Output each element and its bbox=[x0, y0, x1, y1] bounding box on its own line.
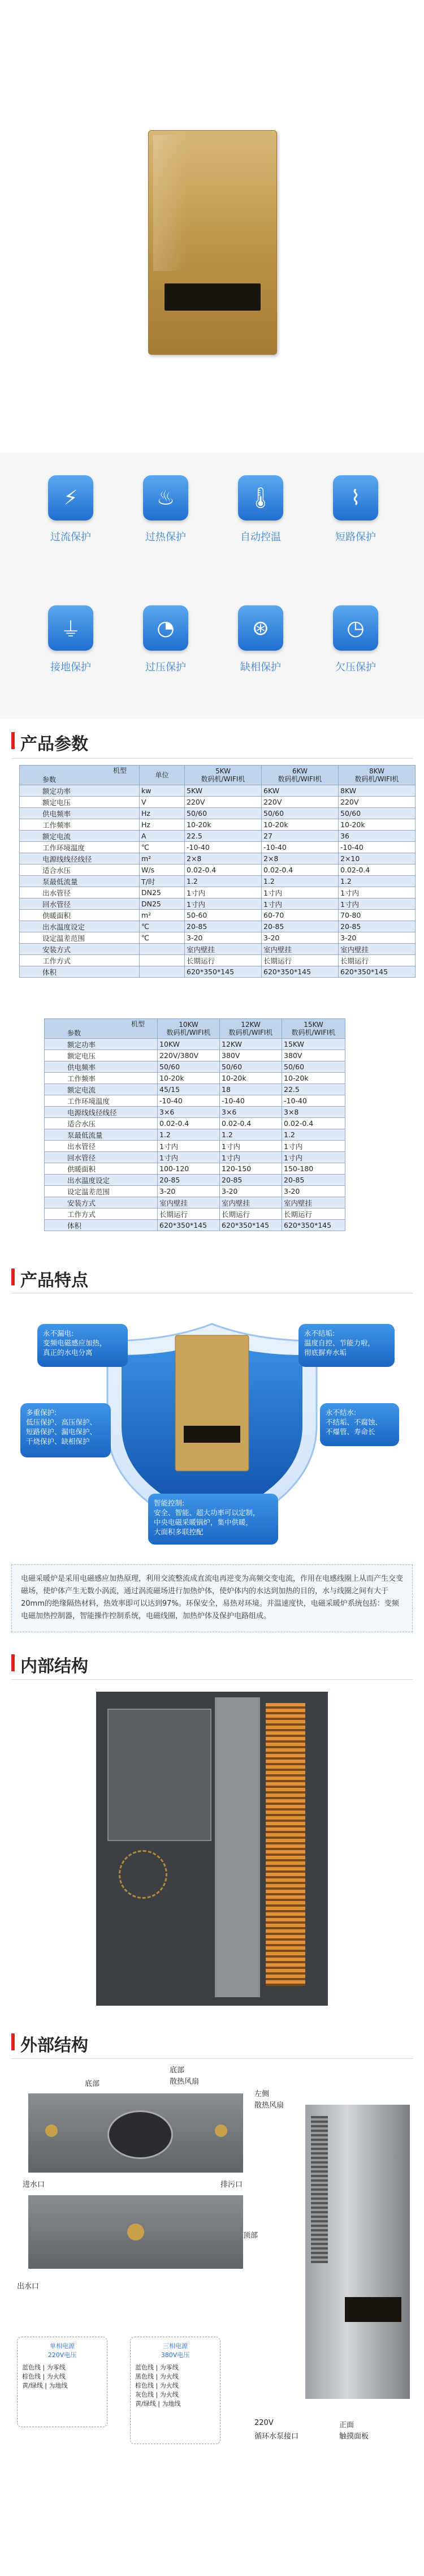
table-cell bbox=[140, 944, 185, 955]
table-row bbox=[45, 1163, 345, 1175]
bottom-view-photo bbox=[28, 2093, 243, 2173]
table-row bbox=[20, 808, 416, 819]
table-cell: ℃ bbox=[140, 921, 185, 932]
table-cell: 0.02-0.4 bbox=[282, 1118, 345, 1129]
table-row bbox=[45, 1084, 345, 1095]
table-cell: 10-20k bbox=[339, 819, 416, 831]
wiring-title: 三相电源 380V电压 bbox=[161, 2342, 190, 2359]
table-row bbox=[20, 819, 416, 831]
ground-icon: ⏚ bbox=[48, 605, 93, 651]
table-row bbox=[45, 1209, 345, 1220]
table-cell: 1.2 bbox=[339, 876, 416, 887]
table-cell: 1.2 bbox=[185, 876, 262, 887]
feature-bubble-smart-control bbox=[148, 1494, 278, 1545]
table-row bbox=[20, 944, 416, 955]
label-bottom: 底部 bbox=[85, 2080, 100, 2088]
table-cell: 10-20k bbox=[282, 1073, 345, 1084]
wiring-line: 黄/绿线 | 为地线 bbox=[135, 2400, 181, 2407]
table-cell: 3×6 bbox=[158, 1107, 220, 1118]
table-cell: 2×8 bbox=[262, 853, 339, 865]
table-cell: A bbox=[140, 831, 185, 842]
table-row bbox=[20, 898, 416, 910]
model-header: 6KW 数码机/WIFI机 bbox=[262, 766, 339, 785]
table-row bbox=[45, 1141, 345, 1152]
section-title: 产品参数 bbox=[20, 734, 88, 754]
table-cell: 泵最低流量 bbox=[45, 1129, 158, 1141]
corner-top: 机型 bbox=[113, 767, 127, 775]
table-cell: 供暖面积 bbox=[45, 1163, 158, 1175]
table-row bbox=[45, 1050, 345, 1061]
table-cell: DN25 bbox=[140, 887, 185, 898]
heating-coil bbox=[266, 1703, 305, 1986]
table-cell: 50-60 bbox=[185, 910, 262, 921]
table-cell: 长期运行 bbox=[158, 1209, 220, 1220]
table-row bbox=[20, 853, 416, 865]
table-cell: 70-80 bbox=[339, 910, 416, 921]
coil-ring bbox=[119, 1850, 167, 1899]
table-cell: 额定功率 bbox=[20, 785, 140, 797]
table-cell: 1.2 bbox=[158, 1129, 220, 1141]
wiring-lines bbox=[135, 2363, 215, 2409]
heater-shine bbox=[153, 135, 187, 271]
section-accent-bar bbox=[11, 1268, 15, 1285]
table-cell: 3-20 bbox=[158, 1186, 220, 1197]
table-cell: 工作方式 bbox=[20, 955, 140, 966]
table-cell: 1寸内 bbox=[220, 1152, 282, 1163]
table-cell: W/s bbox=[140, 865, 185, 876]
corner-cell bbox=[45, 1019, 158, 1039]
side-vent bbox=[311, 2116, 328, 2263]
table-cell: 20-85 bbox=[220, 1175, 282, 1186]
table-cell: 620*350*145 bbox=[339, 966, 416, 978]
section-accent-bar bbox=[11, 2033, 15, 2050]
protection-label: 过热保护 bbox=[145, 531, 186, 543]
table-cell: 50/60 bbox=[220, 1061, 282, 1073]
table-row bbox=[45, 1175, 345, 1186]
model-header: 10KW 数码机/WIFI机 bbox=[158, 1019, 220, 1039]
table-row bbox=[20, 921, 416, 932]
label-outlet: 出水口 bbox=[17, 2282, 40, 2291]
wiring-line: 灰色线 | 为火线 bbox=[135, 2391, 179, 2398]
table-row bbox=[45, 1197, 345, 1209]
table-cell: 10KW bbox=[158, 1039, 220, 1050]
table-cell: 出水温度设定 bbox=[20, 921, 140, 932]
table-cell: 长期运行 bbox=[282, 1209, 345, 1220]
table-cell: 体积 bbox=[20, 966, 140, 978]
table-cell: 1寸内 bbox=[262, 898, 339, 910]
table-cell: 工作频率 bbox=[20, 819, 140, 831]
table-cell: 620*350*145 bbox=[282, 1220, 345, 1231]
table-cell: 20-85 bbox=[185, 921, 262, 932]
table-cell: 适合水压 bbox=[45, 1118, 158, 1129]
table-cell: 工作频率 bbox=[45, 1073, 158, 1084]
table-row bbox=[45, 1118, 345, 1129]
label-power: 220V bbox=[254, 2419, 274, 2427]
table-row bbox=[20, 955, 416, 966]
table-cell: 620*350*145 bbox=[262, 966, 339, 978]
outlet-pipe bbox=[127, 2224, 144, 2240]
table-row bbox=[45, 1152, 345, 1163]
table-cell: 20-85 bbox=[282, 1175, 345, 1186]
table-cell: 8KW bbox=[339, 785, 416, 797]
protection-label: 欠压保护 bbox=[335, 661, 376, 673]
table-cell: 额定电流 bbox=[45, 1084, 158, 1095]
corner-top: 机型 bbox=[131, 1020, 145, 1028]
side-view-photo bbox=[305, 2105, 410, 2399]
feature-bubble-no-freeze bbox=[320, 1403, 399, 1446]
table-cell: m² bbox=[140, 910, 185, 921]
table-cell: 设定温差范围 bbox=[45, 1186, 158, 1197]
section-divider bbox=[11, 2058, 413, 2059]
label-front: 正面 bbox=[339, 2421, 354, 2429]
table-cell: 50/60 bbox=[185, 808, 262, 819]
table-cell: 220V bbox=[262, 797, 339, 808]
label-touch: 触摸面板 bbox=[339, 2432, 369, 2441]
table-cell: 工作方式 bbox=[45, 1209, 158, 1220]
table-cell: 620*350*145 bbox=[185, 966, 262, 978]
table-row bbox=[20, 887, 416, 898]
table-cell: 额定电流 bbox=[20, 831, 140, 842]
table-cell: 1寸内 bbox=[185, 898, 262, 910]
table-cell: 1.2 bbox=[282, 1129, 345, 1141]
table-cell: 室内壁挂 bbox=[185, 944, 262, 955]
table-cell: 1寸内 bbox=[158, 1152, 220, 1163]
table-cell: 36 bbox=[339, 831, 416, 842]
label-left-fan: 散热风扇 bbox=[254, 2101, 284, 2110]
protection-label: 短路保护 bbox=[335, 531, 376, 543]
table-cell: 50/60 bbox=[262, 808, 339, 819]
table-cell: 长期运行 bbox=[185, 955, 262, 966]
table-cell: 22.5 bbox=[185, 831, 262, 842]
table-row bbox=[45, 1073, 345, 1084]
table-cell: 3-20 bbox=[339, 932, 416, 944]
table-row bbox=[20, 842, 416, 853]
protection-label: 过流保护 bbox=[50, 531, 91, 543]
table-cell: ℃ bbox=[140, 932, 185, 944]
table-cell: 出水管径 bbox=[20, 887, 140, 898]
table-cell: 0.02-0.4 bbox=[185, 865, 262, 876]
feature-text: 永不结垢: 温度自控、节能力啦， 彻底摒弃水垢 bbox=[304, 1329, 375, 1357]
table-row bbox=[20, 876, 416, 887]
table-cell: -10-40 bbox=[282, 1095, 345, 1107]
hero-section bbox=[0, 0, 424, 453]
wiring-line: 黄/绿线 | 为地线 bbox=[22, 2382, 68, 2389]
wiring-lines bbox=[22, 2363, 102, 2390]
table-row bbox=[45, 1061, 345, 1073]
table-row bbox=[20, 831, 416, 842]
table-cell: 3-20 bbox=[185, 932, 262, 944]
table-cell: 回水管径 bbox=[45, 1152, 158, 1163]
table-cell: 3×8 bbox=[282, 1107, 345, 1118]
table-cell: 工作环境温度 bbox=[45, 1095, 158, 1107]
table-cell: 2×8 bbox=[185, 853, 262, 865]
heater-display-panel bbox=[165, 283, 261, 311]
table-cell: 100-120 bbox=[158, 1163, 220, 1175]
protection-label: 缺相保护 bbox=[240, 661, 281, 673]
table-cell: 室内壁挂 bbox=[262, 944, 339, 955]
table-cell: 20-85 bbox=[339, 921, 416, 932]
section-title: 内部结构 bbox=[20, 1657, 88, 1676]
table-cell: 12KW bbox=[220, 1039, 282, 1050]
table-row bbox=[20, 966, 416, 978]
table-cell: 3×6 bbox=[220, 1107, 282, 1118]
wiring-line: 蓝色线 | 为零线 bbox=[22, 2364, 66, 2371]
table-cell: 额定电压 bbox=[45, 1050, 158, 1061]
feature-text: 永不结水: 不结垢、不腐蚀、 不爆管、寿命长 bbox=[326, 1408, 383, 1436]
table-cell: 120-150 bbox=[220, 1163, 282, 1175]
interior-photo bbox=[96, 1692, 328, 2006]
table-row bbox=[20, 932, 416, 944]
wiring-line: 棕色线 | 为火线 bbox=[135, 2382, 179, 2389]
table-row bbox=[20, 797, 416, 808]
table-cell: -10-40 bbox=[185, 842, 262, 853]
table-cell: 50/60 bbox=[282, 1061, 345, 1073]
table-cell: 适合水压 bbox=[20, 865, 140, 876]
table-row bbox=[45, 1095, 345, 1107]
table-cell: -10-40 bbox=[158, 1095, 220, 1107]
table-cell: 22.5 bbox=[282, 1084, 345, 1095]
single-phase-wiring bbox=[17, 2337, 107, 2427]
table-cell: 10-20k bbox=[158, 1073, 220, 1084]
fan-icon bbox=[107, 2110, 173, 2159]
table-cell: 50/60 bbox=[339, 808, 416, 819]
current-icon: ⚡ bbox=[48, 475, 93, 521]
control-board bbox=[107, 1709, 211, 1841]
table-cell: 1寸内 bbox=[185, 887, 262, 898]
table-header-row bbox=[45, 1019, 345, 1039]
table-cell: 1.2 bbox=[262, 876, 339, 887]
table-cell: kw bbox=[140, 785, 185, 797]
table-cell: 50/60 bbox=[158, 1061, 220, 1073]
table-cell: 3-20 bbox=[220, 1186, 282, 1197]
table-cell: 150-180 bbox=[282, 1163, 345, 1175]
table-cell: 45/15 bbox=[158, 1084, 220, 1095]
three-phase-wiring bbox=[130, 2337, 220, 2444]
table-cell: V bbox=[140, 797, 185, 808]
label-top: 顶部 bbox=[243, 2231, 258, 2240]
table-cell: 20-85 bbox=[158, 1175, 220, 1186]
table-cell: 1寸内 bbox=[220, 1141, 282, 1152]
table-cell: 额定功率 bbox=[45, 1039, 158, 1050]
section-title: 外部结构 bbox=[20, 2036, 88, 2055]
table-cell: DN25 bbox=[140, 898, 185, 910]
table-cell: 6KW bbox=[262, 785, 339, 797]
feature-bubble-protection bbox=[20, 1403, 111, 1457]
table-cell: 220V bbox=[339, 797, 416, 808]
table-cell: T/时 bbox=[140, 876, 185, 887]
table-cell: 15KW bbox=[282, 1039, 345, 1050]
spec-table-2 bbox=[44, 1018, 345, 1231]
model-header: 15KW 数码机/WIFI机 bbox=[282, 1019, 345, 1039]
thermometer-icon: 🌡 bbox=[238, 475, 283, 521]
wiring-line: 棕色线 | 为火线 bbox=[22, 2373, 66, 2380]
table-cell: 供暖面积 bbox=[20, 910, 140, 921]
corner-bottom: 参数 bbox=[67, 1029, 81, 1037]
table-cell: 室内壁挂 bbox=[220, 1197, 282, 1209]
label-bottom-2: 底部 bbox=[170, 2066, 185, 2075]
feature-bubble-no-leak bbox=[37, 1324, 128, 1367]
table-row bbox=[45, 1220, 345, 1231]
short-circuit-icon: ⌇ bbox=[333, 475, 378, 521]
model-header: 8KW 数码机/WIFI机 bbox=[339, 766, 416, 785]
section-accent-bar bbox=[11, 732, 15, 749]
table-cell: Hz bbox=[140, 819, 185, 831]
table-row bbox=[45, 1186, 345, 1197]
top-view-photo bbox=[28, 2195, 243, 2269]
table-cell: 泵最低流量 bbox=[20, 876, 140, 887]
table-cell: 电源线线径线径 bbox=[20, 853, 140, 865]
section-divider bbox=[11, 758, 413, 759]
table-cell: Hz bbox=[140, 808, 185, 819]
table-header-row bbox=[20, 766, 416, 785]
table-cell: 1寸内 bbox=[158, 1141, 220, 1152]
protection-label: 过压保护 bbox=[145, 661, 186, 673]
table-cell: 长期运行 bbox=[220, 1209, 282, 1220]
table-cell: 0.02-0.4 bbox=[339, 865, 416, 876]
wiring-title: 单相电源 220V电压 bbox=[47, 2342, 77, 2359]
inlet-pipe bbox=[45, 2125, 58, 2137]
touch-panel bbox=[345, 2297, 401, 2322]
heat-icon: ♨ bbox=[143, 475, 188, 521]
table-cell: 供电频率 bbox=[20, 808, 140, 819]
table-cell: 18 bbox=[220, 1084, 282, 1095]
feature-text: 永不漏电: 变频电磁感应加热， 真正的水电分离 bbox=[43, 1329, 107, 1357]
table-cell: 出水管径 bbox=[45, 1141, 158, 1152]
table-cell: 1寸内 bbox=[339, 898, 416, 910]
feature-text: 多重保护: 低压保护、高压保护、 短路保护、漏电保护、 干烧保护、缺相保护 bbox=[26, 1408, 97, 1446]
protection-label: 接地保护 bbox=[50, 661, 91, 673]
corner-bottom: 参数 bbox=[42, 776, 57, 784]
table-cell: 220V/380V bbox=[158, 1050, 220, 1061]
table-cell: ℃ bbox=[140, 842, 185, 853]
table-cell bbox=[140, 955, 185, 966]
table-cell: 20-85 bbox=[262, 921, 339, 932]
table-cell: 0.02-0.4 bbox=[220, 1118, 282, 1129]
table-cell: 安装方式 bbox=[45, 1197, 158, 1209]
table-cell: 室内壁挂 bbox=[339, 944, 416, 955]
table-cell: 1.2 bbox=[220, 1129, 282, 1141]
corner-cell bbox=[20, 766, 140, 785]
table-row bbox=[20, 910, 416, 921]
table-cell: 380V bbox=[282, 1050, 345, 1061]
model-header: 5KW 数码机/WIFI机 bbox=[185, 766, 262, 785]
table-cell: 620*350*145 bbox=[158, 1220, 220, 1231]
label-left: 左侧 bbox=[254, 2090, 270, 2098]
model-header: 12KW 数码机/WIFI机 bbox=[220, 1019, 282, 1039]
table-cell: 0.02-0.4 bbox=[262, 865, 339, 876]
table-cell: 室内壁挂 bbox=[282, 1197, 345, 1209]
protection-label: 自动控温 bbox=[240, 531, 281, 543]
table-cell: 额定电压 bbox=[20, 797, 140, 808]
table-cell: 2×10 bbox=[339, 853, 416, 865]
table-cell: 长期运行 bbox=[339, 955, 416, 966]
table-cell: 10-20k bbox=[185, 819, 262, 831]
table-cell: 设定温差范围 bbox=[20, 932, 140, 944]
table-cell: 60-70 bbox=[262, 910, 339, 921]
table-cell: 安装方式 bbox=[20, 944, 140, 955]
table-cell: 5KW bbox=[185, 785, 262, 797]
description-text: 电磁采暖炉是采用电磁感应加热原理，利用交流整流成直流电再逆变为高频交变电流，作用在电感线圈上从而产生交变磁场，使炉体产生无数小涡流，通过涡流磁场进行加热炉体，使炉体内的水达到加热的目的，水与线圈之间有大于20mm的绝缘隔热材料，热效率即可以达到97%。环保安全，易热对环境。并温速度快，电磁采暖炉系统包括：变频电磁加热控制器，智能操作控制系统，电磁线圈，加热炉体及保护电路组成。 bbox=[21, 1575, 404, 1620]
table-cell: -10-40 bbox=[339, 842, 416, 853]
table-row bbox=[20, 785, 416, 797]
table-cell: 220V bbox=[185, 797, 262, 808]
table-cell: 长期运行 bbox=[262, 955, 339, 966]
feature-bubble-no-scale bbox=[298, 1324, 395, 1367]
table-cell: 1寸内 bbox=[282, 1152, 345, 1163]
unit-header: 单位 bbox=[140, 766, 185, 785]
table-cell: 0.02-0.4 bbox=[158, 1118, 220, 1129]
wiring-line: 黑色线 | 为火线 bbox=[135, 2373, 179, 2380]
section-divider bbox=[11, 1679, 413, 1680]
table-cell: 工作环境温度 bbox=[20, 842, 140, 853]
table-cell: 电源线线径线径 bbox=[45, 1107, 158, 1118]
spec-table-1 bbox=[19, 765, 416, 978]
table-row bbox=[45, 1039, 345, 1050]
table-cell: 1寸内 bbox=[282, 1141, 345, 1152]
table-cell: 620*350*145 bbox=[220, 1220, 282, 1231]
table-cell: 3-20 bbox=[262, 932, 339, 944]
table-row bbox=[45, 1107, 345, 1118]
label-loop-port: 循环水泵接口 bbox=[254, 2432, 299, 2441]
table-cell: 10-20k bbox=[220, 1073, 282, 1084]
drain-pipe bbox=[215, 2125, 227, 2137]
table-cell: 1寸内 bbox=[262, 887, 339, 898]
table-cell: -10-40 bbox=[262, 842, 339, 853]
table-cell: m² bbox=[140, 853, 185, 865]
pressure-gauge-icon: ◔ bbox=[143, 605, 188, 651]
feature-text: 智能控制: 安全、智能、超大功率可以定制， 中央电磁采暖锅炉，集中供暖， 大面积多联控配 bbox=[154, 1499, 260, 1536]
table-cell: 室内壁挂 bbox=[158, 1197, 220, 1209]
table-row bbox=[20, 865, 416, 876]
table-cell: 10-20k bbox=[262, 819, 339, 831]
tank-body bbox=[215, 1697, 260, 1997]
gauge-icon: ◷ bbox=[333, 605, 378, 651]
product-description-box bbox=[11, 1564, 413, 1632]
table-row bbox=[45, 1129, 345, 1141]
wiring-line: 蓝色线 | 为零线 bbox=[135, 2364, 179, 2371]
table-cell: 出水温度设定 bbox=[45, 1175, 158, 1186]
table-cell: 回水管径 bbox=[20, 898, 140, 910]
label-fan: 散热风扇 bbox=[170, 2078, 200, 2086]
table-cell bbox=[140, 966, 185, 978]
table-cell: -10-40 bbox=[220, 1095, 282, 1107]
phase-icon: ⊛ bbox=[238, 605, 283, 651]
label-inlet: 进水口 bbox=[23, 2181, 45, 2189]
table-cell: 供电频率 bbox=[45, 1061, 158, 1073]
table-cell: 体积 bbox=[45, 1220, 158, 1231]
table-cell: 1寸内 bbox=[339, 887, 416, 898]
table-cell: 3-20 bbox=[282, 1186, 345, 1197]
label-drain: 排污口 bbox=[220, 2181, 243, 2189]
section-title: 产品特点 bbox=[20, 1271, 88, 1291]
section-accent-bar bbox=[11, 1654, 15, 1671]
table-cell: 380V bbox=[220, 1050, 282, 1061]
table-cell: 27 bbox=[262, 831, 339, 842]
product-image-heater bbox=[148, 130, 277, 355]
